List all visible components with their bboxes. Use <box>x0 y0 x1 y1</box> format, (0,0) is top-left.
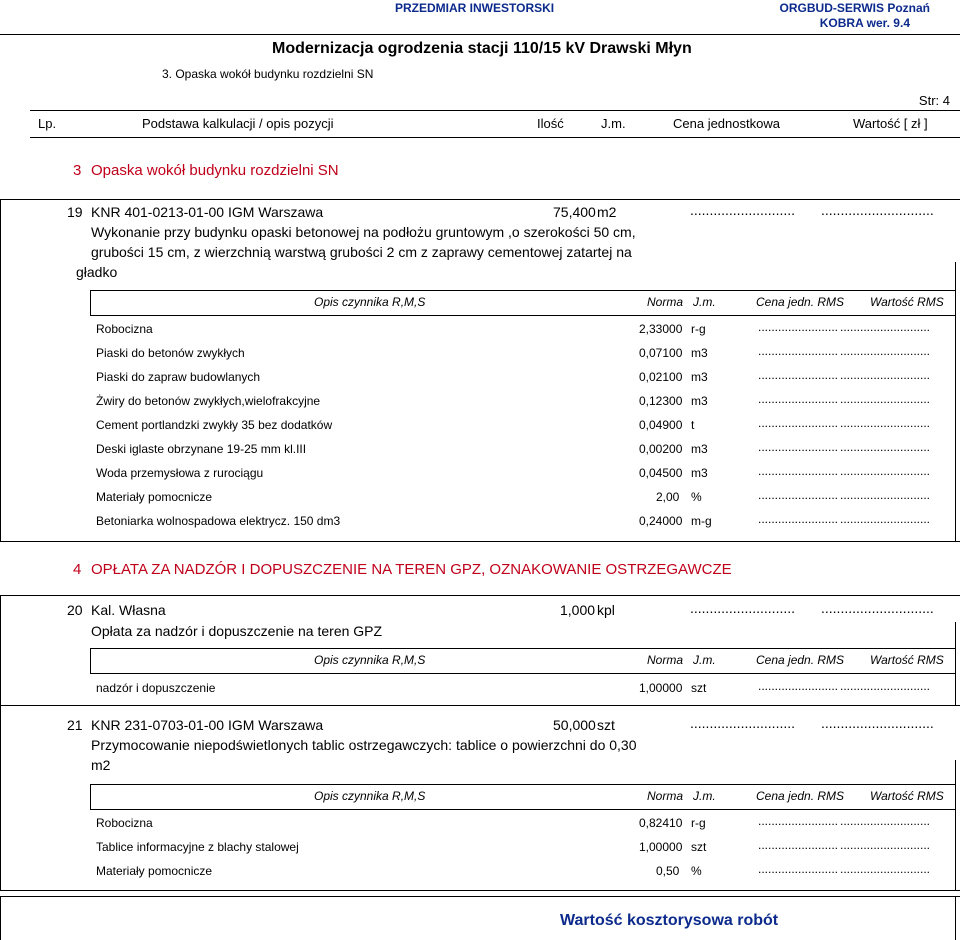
item-frame-top <box>0 199 960 200</box>
section-title: Opaska wokół budynku rozdzielni SN <box>91 162 339 179</box>
resource-name: Tablice informacyjne z blachy stalowej <box>96 840 299 854</box>
resources-col-norma: Norma <box>647 789 684 803</box>
resources-col-unit: J.m. <box>693 789 716 803</box>
resource-norma: 1,00000 <box>639 840 683 854</box>
resource-norma: 2,00 <box>656 490 680 504</box>
resources-header-bottom-rule <box>90 809 955 810</box>
resource-price: ........................ <box>758 440 839 454</box>
resources-col-desc: Opis czynnika R,M,S <box>314 295 426 309</box>
item-frame-left <box>0 199 1 541</box>
resource-name: Żwiry do betonów zwykłych,wielofrakcyjne <box>96 394 321 408</box>
resource-name: Robocizna <box>96 816 153 830</box>
item-frame-bottom <box>0 541 960 542</box>
resources-col-value: Wartość RMS <box>870 789 944 803</box>
resource-norma: 1,00000 <box>639 681 683 695</box>
resource-name: Robocizna <box>96 322 153 336</box>
resource-norma: 0,82410 <box>639 816 683 830</box>
resource-value: ........................... <box>840 320 931 334</box>
resources-header-left-rule <box>90 290 91 315</box>
total-frame-right <box>955 896 956 940</box>
resource-value: ........................... <box>840 416 931 430</box>
column-header-bottom-rule <box>30 137 960 138</box>
item-value-placeholder: ............................. <box>821 202 934 218</box>
resource-unit: m3 <box>691 466 708 480</box>
resource-value: ........................... <box>840 488 931 502</box>
item-description-line: Wykonanie przy budynku opaski betonowej na podłożu gruntowym ,o szerokości 50 cm, <box>91 224 636 240</box>
resources-col-price: Cena jedn. RMS <box>756 653 845 667</box>
resource-price: ........................ <box>758 512 839 526</box>
resource-price: ........................ <box>758 464 839 478</box>
resource-name: Cement portlandzki zwykły 35 bez dodatków <box>96 418 333 432</box>
document-subtitle: 3. Opaska wokół budynku rozdzielni SN <box>162 67 374 81</box>
resource-norma: 0,24000 <box>639 514 683 528</box>
col-unit: J.m. <box>601 116 626 131</box>
item-frame-right <box>955 262 956 541</box>
resource-unit: % <box>691 864 702 878</box>
resource-norma: 0,02100 <box>639 370 683 384</box>
resource-unit: m-g <box>691 514 712 528</box>
resources-header-top-rule <box>90 290 955 291</box>
resource-value: ........................... <box>840 838 931 852</box>
resource-price: ........................ <box>758 814 839 828</box>
section-number: 4 <box>73 561 82 578</box>
resources-header-top-rule <box>90 648 955 649</box>
header-company: ORGBUD-SERWIS Poznań <box>779 1 930 15</box>
resources-col-value: Wartość RMS <box>870 653 944 667</box>
resource-norma: 0,07100 <box>639 346 683 360</box>
resources-col-price: Cena jedn. RMS <box>756 789 845 803</box>
resource-value: ........................... <box>840 464 931 478</box>
item-frame-bottom <box>0 705 960 706</box>
resource-value: ........................... <box>840 679 931 693</box>
total-cost-label: Wartość kosztorysowa robót <box>560 912 779 929</box>
resource-price: ........................ <box>758 416 839 430</box>
item-unit-price-placeholder: ........................... <box>690 600 796 616</box>
resources-header-bottom-rule <box>90 315 955 316</box>
item-lp: 20 <box>67 602 83 618</box>
item-value-placeholder: ............................. <box>821 600 934 616</box>
col-basis: Podstawa kalkulacji / opis pozycji <box>142 116 334 131</box>
resource-price: ........................ <box>758 344 839 358</box>
resource-norma: 2,33000 <box>639 322 683 336</box>
item-basis: KNR 231-0703-01-00 IGM Warszawa <box>91 717 324 733</box>
item-description-line: gładko <box>76 264 118 280</box>
page-number: Str: 4 <box>918 93 950 108</box>
resource-value: ........................... <box>840 512 931 526</box>
item-description-line: grubości 15 cm, z wierzchnią warstwą grubości 2 cm z zaprawy cementowej zatartej na <box>91 244 632 260</box>
col-unit-price: Cena jednostkowa <box>673 116 780 131</box>
resource-unit: m3 <box>691 346 708 360</box>
header-left-top: PRZEDMIAR INWESTORSKI <box>395 1 555 15</box>
resource-norma: 0,50 <box>656 864 680 878</box>
resource-norma: 0,12300 <box>639 394 683 408</box>
resource-unit: szt <box>691 840 707 854</box>
resources-col-norma: Norma <box>647 295 684 309</box>
resource-value: ........................... <box>840 368 931 382</box>
resource-value: ........................... <box>840 862 931 876</box>
item-lp: 19 <box>67 204 83 220</box>
item-unit-price-placeholder: ........................... <box>690 202 796 218</box>
resource-unit: m3 <box>691 442 708 456</box>
item-qty: 1,000 <box>560 602 596 618</box>
header-rule <box>0 34 960 35</box>
item-qty: 50,000 <box>553 717 596 733</box>
resource-price: ........................ <box>758 488 839 502</box>
resource-price: ........................ <box>758 368 839 382</box>
resources-col-desc: Opis czynnika R,M,S <box>314 789 426 803</box>
resource-unit: m3 <box>691 370 708 384</box>
resource-value: ........................... <box>840 392 931 406</box>
item-description-line: Przymocowanie niepodświetlonych tablic ostrzegawczych: tablice o powierzchni do 0,30 <box>91 737 637 753</box>
header-version: KOBRA wer. 9.4 <box>819 16 910 30</box>
resources-col-desc: Opis czynnika R,M,S <box>314 653 426 667</box>
item-unit: kpl <box>597 602 615 618</box>
item-description-line: Opłata za nadzór i dopuszczenie na teren GPZ <box>91 623 383 639</box>
item-frame-right <box>955 622 956 705</box>
resource-unit: t <box>691 418 695 432</box>
resource-price: ........................ <box>758 838 839 852</box>
resource-price: ........................ <box>758 862 839 876</box>
resource-value: ........................... <box>840 814 931 828</box>
resource-name: Deski iglaste obrzynane 19-25 mm kl.III <box>96 442 307 456</box>
total-frame-top <box>0 896 960 897</box>
item-unit-price-placeholder: ........................... <box>690 715 796 731</box>
resource-unit: r-g <box>691 322 706 336</box>
resource-name: Materiały pomocnicze <box>96 864 213 878</box>
item-basis: Kal. Własna <box>91 602 166 618</box>
resource-norma: 0,04900 <box>639 418 683 432</box>
resources-header-top-rule <box>90 784 955 785</box>
resource-value: ........................... <box>840 344 931 358</box>
item-unit: m2 <box>597 204 617 220</box>
resource-name: Betoniarka wolnospadowa elektrycz. 150 dm3 <box>96 514 341 528</box>
item-frame-left <box>0 705 1 890</box>
resource-norma: 0,00200 <box>639 442 683 456</box>
resources-header-left-rule <box>90 648 91 673</box>
resource-unit: m3 <box>691 394 708 408</box>
item-qty: 75,400 <box>553 204 596 220</box>
resource-name: Piaski do zapraw budowlanych <box>96 370 261 384</box>
col-qty: Ilość <box>537 116 564 131</box>
resource-unit: % <box>691 490 702 504</box>
resource-name: Materiały pomocnicze <box>96 490 213 504</box>
resources-col-price: Cena jedn. RMS <box>756 295 845 309</box>
item-frame-left <box>0 595 1 705</box>
item-frame-top <box>0 595 960 596</box>
item-frame-right <box>955 760 956 890</box>
resources-col-norma: Norma <box>647 653 684 667</box>
item-description-line: m2 <box>91 757 111 773</box>
column-header-top-rule <box>30 110 960 111</box>
total-frame-left <box>0 896 1 940</box>
document-title: Modernizacja ogrodzenia stacji 110/15 kV Drawski Młyn <box>272 40 692 57</box>
resource-unit: szt <box>691 681 707 695</box>
resource-price: ........................ <box>758 392 839 406</box>
resource-name: nadzór i dopuszczenie <box>96 681 216 695</box>
item-frame-bottom <box>0 890 960 891</box>
item-unit: szt <box>597 717 615 733</box>
item-lp: 21 <box>67 717 83 733</box>
resource-unit: r-g <box>691 816 706 830</box>
item-basis: KNR 401-0213-01-00 IGM Warszawa <box>91 204 324 220</box>
section-title: OPŁATA ZA NADZÓR I DOPUSZCZENIE NA TEREN GPZ, OZNAKOWANIE OSTRZEGAWCZE <box>91 561 732 578</box>
col-value: Wartość [ zł ] <box>853 116 928 131</box>
resource-norma: 0,04500 <box>639 466 683 480</box>
resource-value: ........................... <box>840 440 931 454</box>
resources-header-left-rule <box>90 784 91 809</box>
resources-col-value: Wartość RMS <box>870 295 944 309</box>
resource-name: Woda przemysłowa z rurociągu <box>96 466 264 480</box>
col-lp: Lp. <box>38 116 57 131</box>
resource-price: ........................ <box>758 320 839 334</box>
resource-name: Piaski do betonów zwykłych <box>96 346 245 360</box>
resources-header-bottom-rule <box>90 673 955 674</box>
resources-col-unit: J.m. <box>693 295 716 309</box>
section-number: 3 <box>73 162 82 179</box>
resources-col-unit: J.m. <box>693 653 716 667</box>
item-value-placeholder: ............................. <box>821 715 934 731</box>
resource-price: ........................ <box>758 679 839 693</box>
